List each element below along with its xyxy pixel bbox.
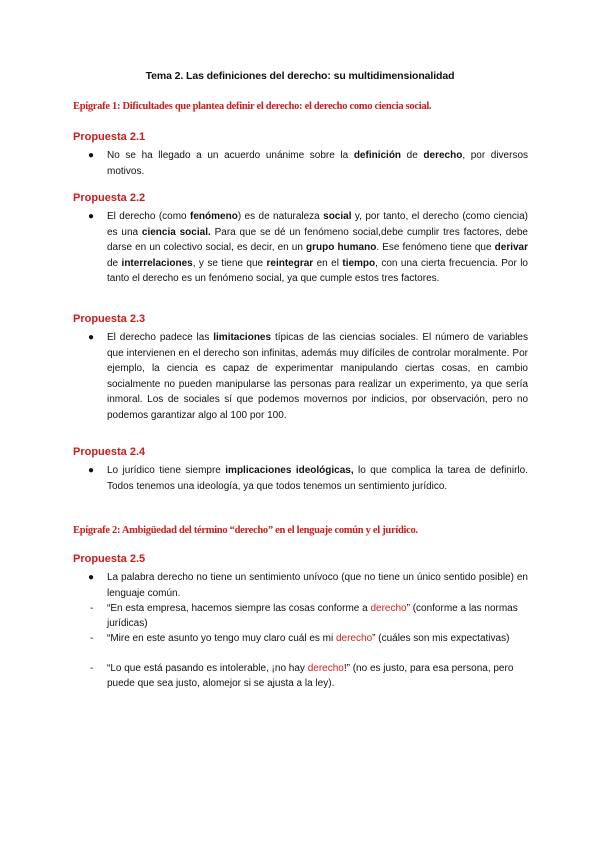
bullet-icon: ● xyxy=(88,150,95,161)
epigrafe-2-heading: Epígrafe 2: Ambigüedad del término “derecho” en el lenguaje común y el jurídico. xyxy=(73,525,418,536)
propuesta-2-5-heading: Propuesta 2.5 xyxy=(73,553,146,565)
dash-icon: - xyxy=(90,663,94,674)
bullet-text: El derecho (como fenómeno) es de naturaleza social y, por tanto, el derecho (como ciencia) es una ciencia social. Para que se dé un fenómeno social,debe cumplir tres factores, debe darse en un colectivo social, es decir, en un grupo humano. Ese fenómeno tiene que derivar de interrelaciones, y se tiene que reintegrar en el tiempo, con una cierta frecuencia. Por lo tanto el derecho es un fenómeno social, ya que cumple estos tres factores. xyxy=(107,211,529,284)
propuesta-2-4-bullet xyxy=(88,463,528,494)
page-title: Tema 2. Las definiciones del derecho: su multidimensionalidad xyxy=(145,70,455,82)
example-item-3 xyxy=(88,661,528,691)
bullet-text: El derecho padece las limitaciones típicas de las ciencias sociales. El número de variables que intervienen en el derecho son infinitas, además muy difíciles de controlar moralmente. Por ejemplo, la ciencia es capaz de experimentar manipulando ciertas cosas, en cambio socialmente no pueden manipularse las personas para realizar un experimento, ya que sería inmoral. Los de sociales sí que podemos movernos por indicios, por observación, pero no podemos garantizar algo al 100 por 100. xyxy=(107,332,528,421)
epigrafe-1-heading: Epígrafe 1: Dificultades que plantea definir el derecho: el derecho como ciencia social. xyxy=(73,101,432,112)
propuesta-2-2-bullet xyxy=(88,209,528,287)
propuesta-2-3-heading: Propuesta 2.3 xyxy=(73,313,146,325)
bullet-text: La palabra derecho no tiene un sentimiento unívoco (que no tiene un único sentido posible) en lenguaje común. xyxy=(107,572,528,599)
dash-icon: - xyxy=(90,633,94,644)
propuesta-2-1-heading: Propuesta 2.1 xyxy=(73,131,146,143)
propuesta-2-3-bullet xyxy=(88,330,528,423)
example-item-2 xyxy=(88,631,528,646)
example-text: “En esta empresa, hacemos siempre las cosas conforme a derecho” (conforme a las normas jurídicas) xyxy=(107,603,518,629)
dash-icon: - xyxy=(90,603,94,614)
bullet-icon: ● xyxy=(88,332,95,343)
example-text: “Mire en este asunto yo tengo muy claro cuál es mi derecho” (cuáles son mis expectativas) xyxy=(107,633,510,644)
bullet-text: Lo jurídico tiene siempre implicaciones ideológicas, lo que complica la tarea de definirlo. Todos tenemos una ideología, ya que todos tenemos un sentimiento jurídico. xyxy=(107,465,528,492)
propuesta-2-4-heading: Propuesta 2.4 xyxy=(73,446,146,458)
example-item-1 xyxy=(88,601,528,631)
bullet-text: No se ha llegado a un acuerdo unánime sobre la definición de derecho, por diversos motivos. xyxy=(107,150,529,177)
propuesta-2-1-bullet xyxy=(88,148,528,179)
propuesta-2-5-bullet xyxy=(88,570,528,601)
bullet-icon: ● xyxy=(88,465,95,476)
bullet-icon: ● xyxy=(88,572,95,583)
example-text: “Lo que está pasando es intolerable, ¡no hay derecho!” (no es justo, para esa persona, pero puede que sea justo, alomejor si se ajusta a la ley). xyxy=(107,663,514,689)
bullet-icon: ● xyxy=(88,211,95,222)
propuesta-2-2-heading: Propuesta 2.2 xyxy=(73,192,146,204)
